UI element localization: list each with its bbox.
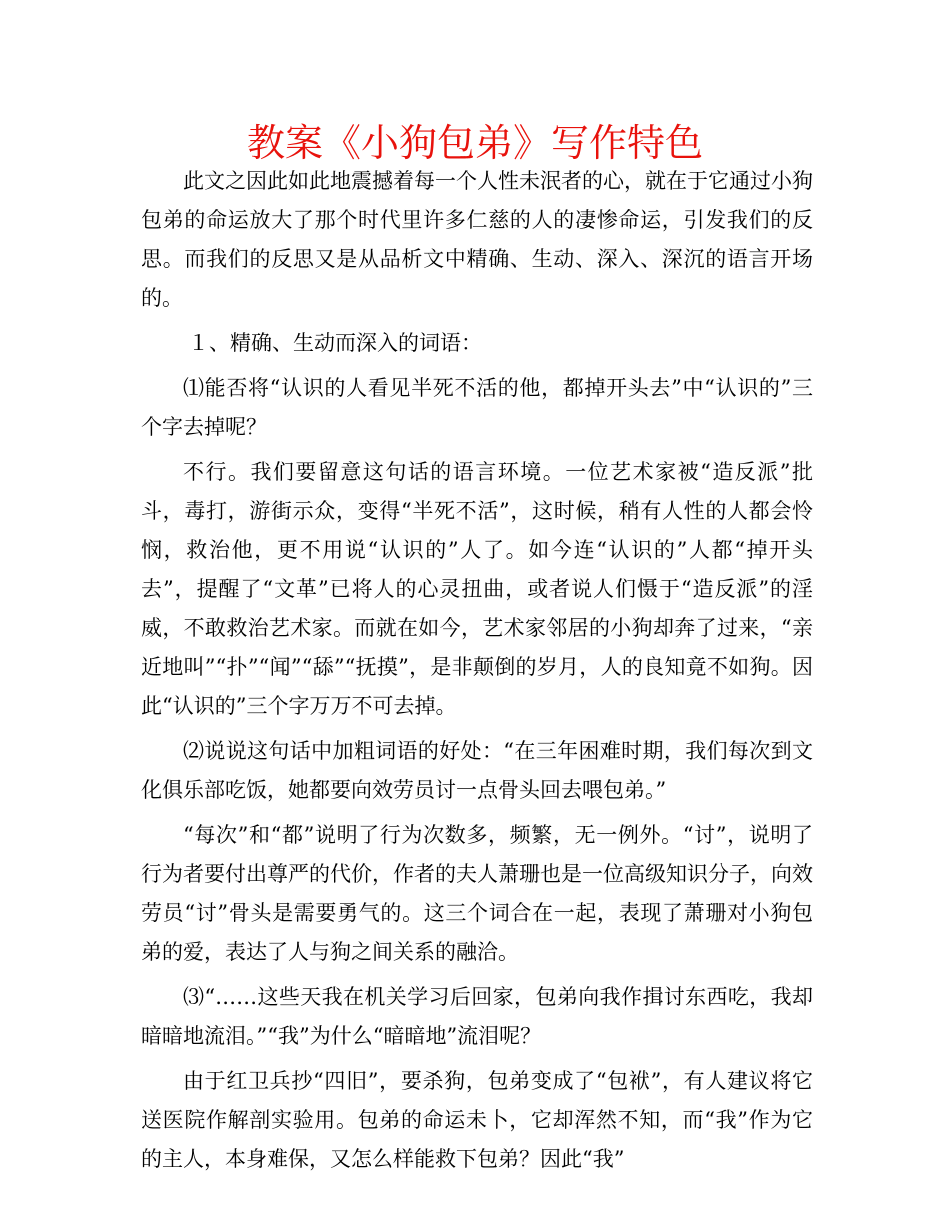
question-2: ⑵说说这句话中加粗词语的好处：“在三年困难时期，我们每次到文化俱乐部吃饭，她都要向效劳员讨一点骨头回去喂包弟。” (141, 739, 813, 802)
document-title: 教案《小狗包弟》写作特色 (246, 121, 703, 165)
section-heading: １、精确、生动而深入的词语： (188, 331, 482, 355)
answer-3: 由于红卫兵抄“四旧”，要杀狗，包弟变成了“包袱”，有人建议将它送医院作解剖实验用。包弟的命运未卜，它却浑然不知，而“我”作为它的主人，本身难保，又怎么样能救下包弟？因此“我” (141, 1069, 813, 1171)
answer-2: “每次”和“都”说明了行为次数多，频繁，无一例外。“讨”，说明了行为者要付出尊严的代价，作者的夫人萧珊也是一位高级知识分子，向效劳员“讨”骨头是需要勇气的。这三个词合在一起，表现了萧珊对小狗包弟的爱，表达了人与狗之间关系的融洽。 (141, 823, 813, 964)
question-1: ⑴能否将“认识的人看见半死不活的他，都掉开头去”中“认识的”三个字去掉呢？ (141, 376, 813, 439)
answer-1: 不行。我们要留意这句话的语言环境。一位艺术家被“造反派”批斗，毒打，游街示众，变得“半死不活”，这时候，稍有人性的人都会怜悯，救治他，更不用说“认识的”人了。如今连“认识的”人都“掉开头去”，提醒了“文革”已将人的心灵扭曲，或者说人们慑于“造反派”的淫威，不敢救治艺术家。而就在如今，艺术家邻居的小狗却奔了过来，“亲近地叫”“扑”“闻”“舔”“抚摸”，是非颠倒的岁月，人的良知竟不如狗。因此“认识的”三个字万万不可去掉。 (141, 460, 813, 718)
paragraph-intro: 此文之因此如此地震撼着每一个人性未泯者的心，就在于它通过小狗包弟的命运放大了那个时代里许多仁慈的人的凄惨命运，引发我们的反思。而我们的反思又是从品析文中精确、生动、深入、深沉的语言开场的。 (141, 169, 813, 310)
document-body (141, 162, 813, 1185)
question-3: ⑶“……这些天我在机关学习后回家，包弟向我作揖讨东西吃，我却暗暗地流泪。”“我”为什么“暗暗地”流泪呢？ (141, 985, 813, 1048)
